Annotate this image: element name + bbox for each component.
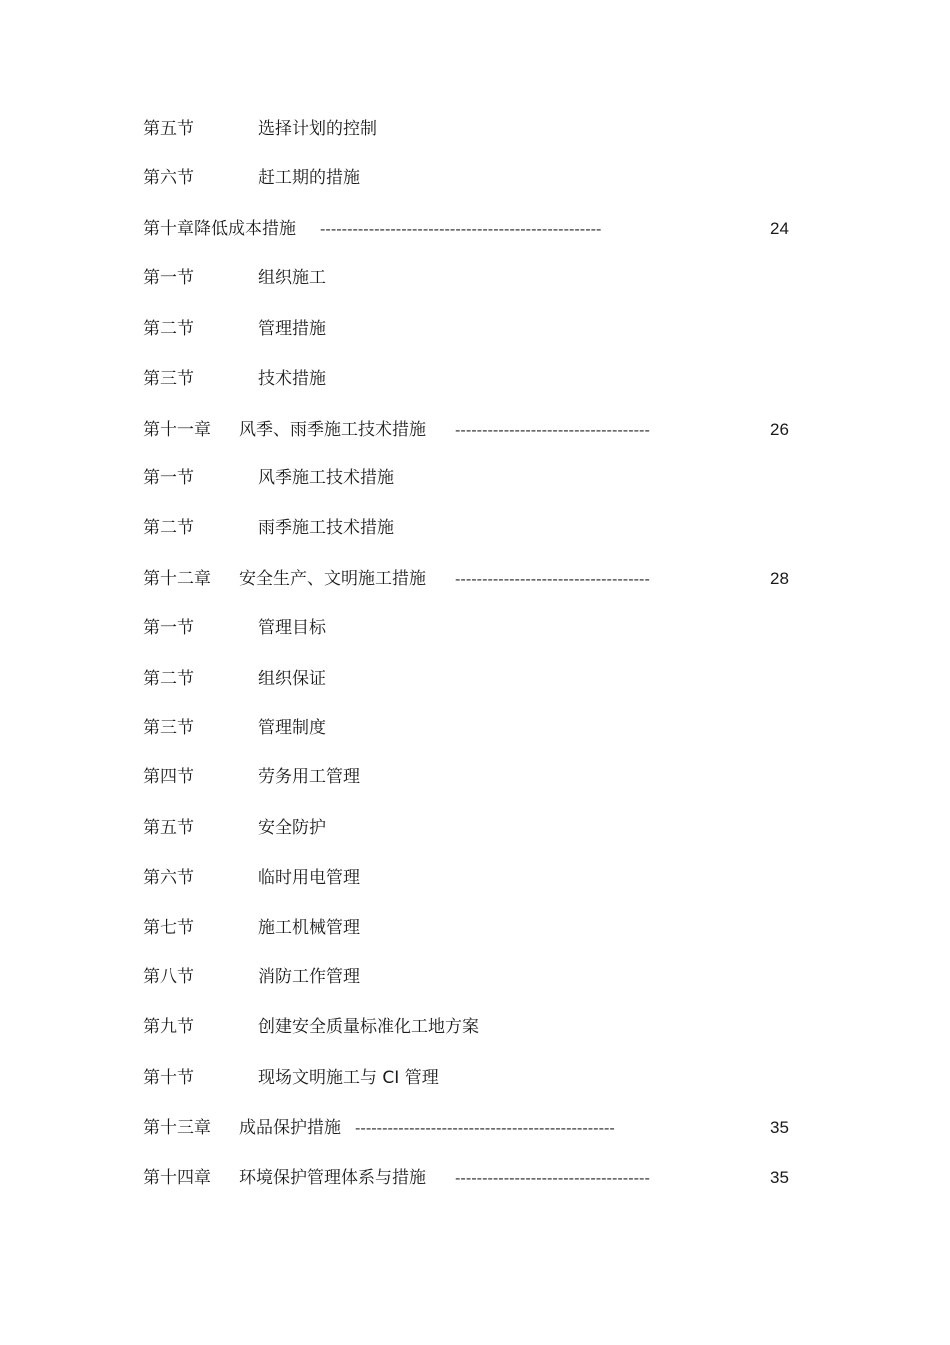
section-title: 管理制度 (258, 718, 326, 738)
section-number: 第四节 (143, 767, 194, 787)
section-title: 组织施工 (258, 268, 326, 288)
section-number: 第六节 (143, 168, 194, 188)
section-title: 组织保证 (258, 669, 326, 689)
dot-leader: ------------------------------------ (455, 1169, 650, 1187)
toc-section-row (0, 765, 950, 789)
chapter-title: 安全生产、文明施工措施 (239, 569, 426, 589)
toc-section-row (0, 716, 950, 740)
page-number: 24 (770, 219, 789, 238)
page-number: 35 (770, 1168, 789, 1187)
section-title: 风季施工技术措施 (258, 468, 394, 488)
section-number: 第一节 (143, 618, 194, 638)
toc-section-row (0, 667, 950, 691)
chapter-number: 第十一章 (143, 420, 211, 440)
toc-chapter-row (0, 217, 950, 241)
dot-leader: ---------------------------------------------------- (320, 220, 602, 238)
section-number: 第一节 (143, 468, 194, 488)
section-number: 第二节 (143, 518, 194, 538)
chapter-number: 第十四章 (143, 1168, 211, 1188)
section-title: 现场文明施工与 CI 管理 (258, 1068, 439, 1088)
toc-section-row (0, 1015, 950, 1039)
section-title: 劳务用工管理 (258, 767, 360, 787)
section-title: 消防工作管理 (258, 967, 360, 987)
dot-leader: ------------------------------------ (455, 570, 650, 588)
chapter-number: 第十二章 (143, 569, 211, 589)
chapter-title: 成品保护措施 (239, 1118, 341, 1138)
toc-section-row (0, 866, 950, 890)
section-number: 第二节 (143, 319, 194, 339)
page-number: 35 (770, 1118, 789, 1137)
toc-section-row (0, 516, 950, 540)
toc-section-row (0, 616, 950, 640)
page-number: 28 (770, 569, 789, 588)
section-number: 第二节 (143, 669, 194, 689)
section-number: 第九节 (143, 1017, 194, 1037)
toc-chapter-row (0, 567, 950, 591)
chapter-title: 风季、雨季施工技术措施 (239, 420, 426, 440)
toc-section-row (0, 367, 950, 391)
toc-section-row (0, 816, 950, 840)
section-title: 创建安全质量标准化工地方案 (258, 1017, 479, 1037)
chapter-title: 第十章降低成本措施 (143, 219, 296, 239)
section-title: 赶工期的措施 (258, 168, 360, 188)
chapter-title: 环境保护管理体系与措施 (239, 1168, 426, 1188)
section-title: 临时用电管理 (258, 868, 360, 888)
toc-section-row (0, 266, 950, 290)
section-title: 选择计划的控制 (258, 119, 377, 139)
section-number: 第三节 (143, 718, 194, 738)
section-number: 第五节 (143, 818, 194, 838)
section-title: 施工机械管理 (258, 918, 360, 938)
toc-section-row (0, 117, 950, 141)
section-number: 第五节 (143, 119, 194, 139)
section-title: 技术措施 (258, 369, 326, 389)
section-title: 管理措施 (258, 319, 326, 339)
toc-section-row (0, 466, 950, 490)
section-number: 第六节 (143, 868, 194, 888)
toc-section-row (0, 317, 950, 341)
toc-section-row (0, 166, 950, 190)
section-number: 第十节 (143, 1068, 194, 1088)
chapter-number: 第十三章 (143, 1118, 211, 1138)
dot-leader: ------------------------------------------------ (355, 1119, 615, 1137)
section-number: 第一节 (143, 268, 194, 288)
section-title: 管理目标 (258, 618, 326, 638)
toc-chapter-row (0, 1166, 950, 1190)
section-number: 第七节 (143, 918, 194, 938)
toc-chapter-row (0, 1116, 950, 1140)
toc-section-row (0, 965, 950, 989)
section-title: 安全防护 (258, 818, 326, 838)
dot-leader: ------------------------------------ (455, 421, 650, 439)
toc-section-row (0, 916, 950, 940)
section-title: 雨季施工技术措施 (258, 518, 394, 538)
section-number: 第三节 (143, 369, 194, 389)
toc-section-row (0, 1066, 950, 1090)
page-number: 26 (770, 420, 789, 439)
toc-chapter-row (0, 418, 950, 442)
section-number: 第八节 (143, 967, 194, 987)
